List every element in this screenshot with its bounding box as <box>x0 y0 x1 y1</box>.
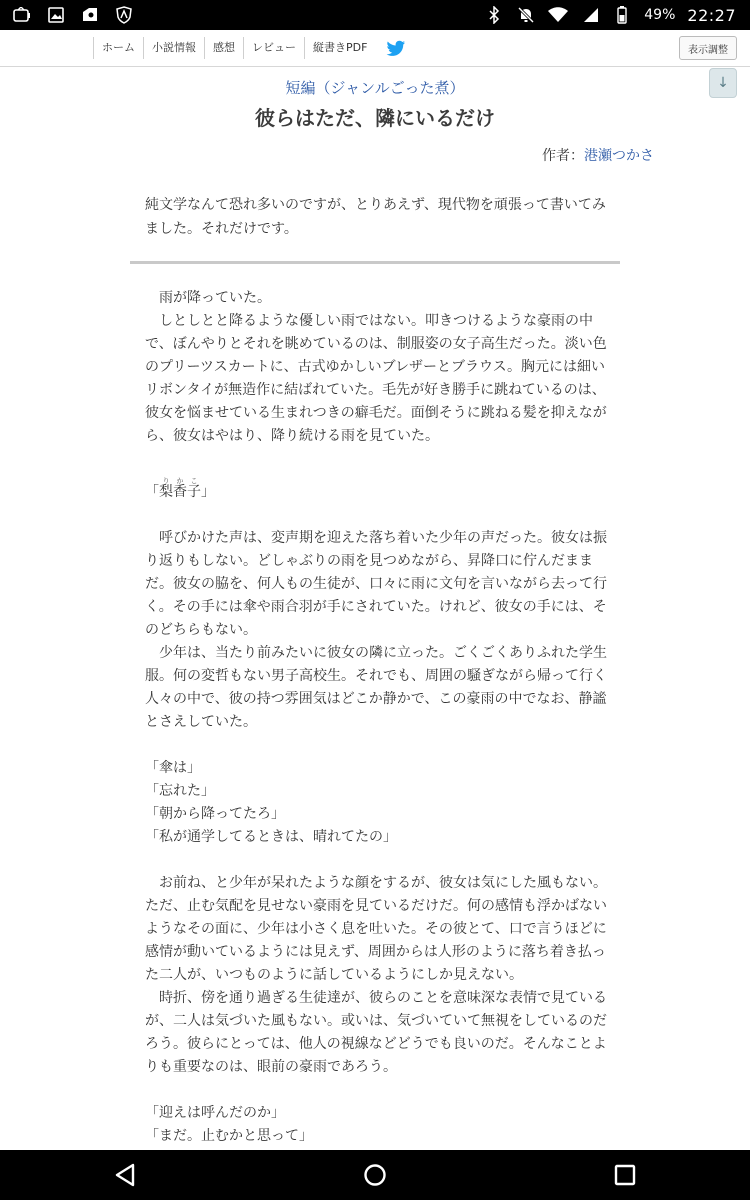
blank-line <box>145 504 607 527</box>
paragraph: 雨が降っていた。 <box>145 290 271 306</box>
preface-text: 純文学なんて恐れ多いのですが、とりあえず、現代物を頑張って書いてみました。それだけです。 <box>145 197 606 237</box>
back-icon[interactable] <box>105 1155 145 1195</box>
nav-link-impressions[interactable]: 感想 <box>204 37 243 59</box>
author-line <box>542 145 654 165</box>
clock: 22:27 <box>687 5 736 25</box>
dialogue-line: 「まだ。止むかと思って」 <box>145 1128 313 1144</box>
author-label: 作者： <box>542 148 584 164</box>
scroll-down-button[interactable]: ↓ <box>709 68 737 98</box>
paragraph: お前ね、と少年が呆れたような顔をするが、彼女は気にした風もない。ただ、止む気配を見せない豪雨を見ているだけだ。何の感情も浮かばないようなその面に、少年は小さく息を吐いた。その彼とて、口で言うほどに感情が動いているようには見えず、周囲からは人形のように落ち着き払った二人が、いつものように話しているようにしか見えない。 <box>145 875 607 983</box>
dialogue-line: 「迎えは呼んだのか」 <box>145 1105 285 1121</box>
divider <box>130 261 620 264</box>
status-bar-right <box>484 6 750 25</box>
blank-line <box>145 734 607 757</box>
status-bar-left <box>0 6 134 24</box>
app-notification-icon <box>12 6 32 24</box>
dialogue-line: 「朝から降ってたろ」 <box>145 806 285 822</box>
author-name-link[interactable]: 港瀬つかさ <box>584 148 654 164</box>
bluetooth-icon <box>484 6 504 24</box>
novel-body <box>145 287 607 1194</box>
blank-line <box>145 1079 607 1102</box>
dialogue-line: 「忘れた」 <box>145 783 215 799</box>
dialogue-line: 「梨香子りかこ」 <box>145 477 215 500</box>
dialogue-line: 「私が通学してるときは、晴れてたの」 <box>145 829 397 845</box>
home-icon[interactable] <box>355 1155 395 1195</box>
series-link[interactable]: 短編（ジャンルごった煮） <box>285 79 465 97</box>
paragraph: 呼びかけた声は、変声期を迎えた落ち着いた少年の声だった。彼女は振り返りもしない。どしゃぶりの雨を見つめながら、昇降口に佇んだままだ。彼女の脇を、何人もの生徒が、口々に雨に文句を言いながら去って行く。その手には傘や雨合羽が手にされていた。けれど、彼女の手には、そのどちらもない。 <box>145 530 607 638</box>
blank-line <box>145 448 607 471</box>
gallery-icon <box>46 6 66 24</box>
nav-link-vertical-pdf[interactable]: 縦書きPDF <box>304 37 375 59</box>
display-settings-button[interactable]: 表示調整 <box>679 36 737 60</box>
ruby-name: 梨香子りかこ <box>159 477 201 500</box>
system-nav-bar <box>0 1150 750 1200</box>
cellular-signal-icon <box>580 6 600 24</box>
top-nav <box>0 30 750 67</box>
page-title: 彼らはただ、隣にいるだけ <box>255 106 495 130</box>
notifications-muted-icon <box>516 6 536 24</box>
paragraph: しとしとと降るような優しい雨ではない。叩きつけるような豪雨の中で、ぼんやりとそれを眺めているのは、制服姿の女子高生だった。淡い色のプリーツスカートに、古式ゆかしいブレザーとブラウス。胸元には細いリボンタイが無造作に結ばれていた。毛先が好き勝手に跳ねているのは、彼女を悩ませている生まれつきの癖毛だ。面倒そうに跳ねる髪を抑えながら、彼女はやはり、降り続ける雨を見ていた。 <box>145 313 607 444</box>
paragraph: 時折、傍を通り過ぎる生徒達が、彼らのことを意味深な表情で見ているが、二人は気づいた風もない。或いは、気づいていて無視をしているのだろう。彼らにとっては、他人の視線などどうでも良いのだ。そんなことよりも重要なのは、眼前の豪雨であろう。 <box>145 990 607 1075</box>
battery-percent: 49% <box>644 7 676 23</box>
nav-links <box>93 37 407 59</box>
photos-icon <box>80 6 100 24</box>
dialogue-line: 「傘は」 <box>145 760 201 776</box>
wifi-icon <box>548 6 568 24</box>
shield-icon <box>114 6 134 24</box>
blank-line <box>145 849 607 872</box>
status-bar <box>0 0 750 30</box>
battery-icon <box>612 6 632 24</box>
twitter-icon[interactable] <box>385 37 407 59</box>
nav-link-reviews[interactable]: レビュー <box>243 37 304 59</box>
recents-icon[interactable] <box>605 1155 645 1195</box>
paragraph: 少年は、当たり前みたいに彼女の隣に立った。ごくごくありふれた学生服。何の変哲もない男子高校生。それでも、周囲の騒ぎながら帰って行く人々の中で、彼の持つ雰囲気はどこか静かで、この豪雨の中でなお、静謐とさえしていた。 <box>145 645 607 730</box>
nav-link-home[interactable]: ホーム <box>93 37 143 59</box>
nav-link-novel-info[interactable]: 小説情報 <box>143 37 204 59</box>
